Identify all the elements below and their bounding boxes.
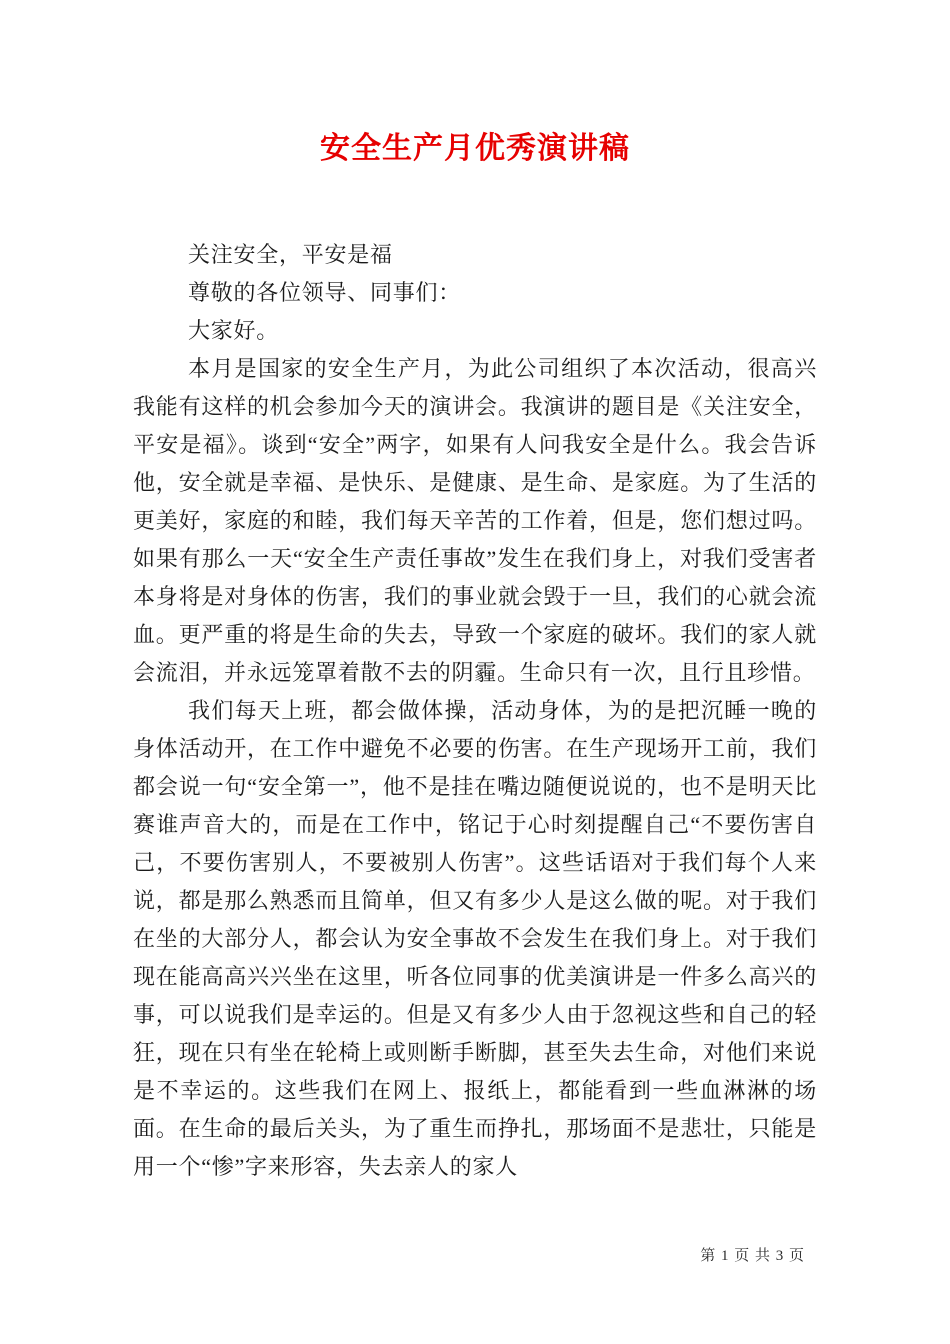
body-paragraph: 我们每天上班，都会做体操，活动身体，为的是把沉睡一晚的身体活动开，在工作中避免不必要的伤害。在生产现场开工前，我们都会说一句“安全第一”，他不是挂在嘴边随便说说的，也不是明天比赛谁声音大的，而是在工作中，铭记于心时刻提醒自己“不要伤害自己，不要伤害别人，不要被别人伤害”。这些话语对于我们每个人来说，都是那么熟悉而且简单，但又有多少人是这么做的呢。对于我们在坐的大部分人，都会认为安全事故不会发生在我们身上。对于我们现在能高高兴兴坐在这里，听各位同事的优美演讲是一件多么高兴的事，可以说我们是幸运的。但是又有多少人由于忽视这些和自己的轻狂，现在只有坐在轮椅上或则断手断脚，甚至失去生命，对他们来说是不幸运的。这些我们在网上、报纸上，都能看到一些血淋淋的场面。在生命的最后关头，为了重生而挣扎，那场面不是悲壮，只能是用一个“惨”字来形容，失去亲人的家人	[133, 698, 817, 1179]
document-title: 安全生产月优秀演讲稿	[320, 132, 630, 165]
speech-subtitle-line: 关注安全，平安是福	[188, 242, 393, 267]
salutation-line: 尊敬的各位领导、同事们：	[188, 280, 462, 305]
document-body	[133, 236, 817, 1186]
body-paragraph: 本月是国家的安全生产月，为此公司组织了本次活动，很高兴我能有这样的机会参加今天的演讲会。我演讲的题目是《关注安全，平安是福》。谈到“安全”两字，如果有人问我安全是什么。我会告诉他，安全就是幸福、是快乐、是健康、是生命、是家庭。为了生活的更美好，家庭的和睦，我们每天辛苦的工作着，但是，您们想过吗。如果有那么一天“安全生产责任事故”发生在我们身上，对我们受害者本身将是对身体的伤害，我们的事业就会毁于一旦，我们的心就会流血。更严重的将是生命的失去，导致一个家庭的破坏。我们的家人就会流泪，并永远笼罩着散不去的阴霾。生命只有一次，且行且珍惜。	[133, 356, 817, 685]
greeting-line: 大家好。	[188, 318, 280, 343]
page-number-footer: 第 1 页 共 3 页	[700, 1248, 805, 1264]
